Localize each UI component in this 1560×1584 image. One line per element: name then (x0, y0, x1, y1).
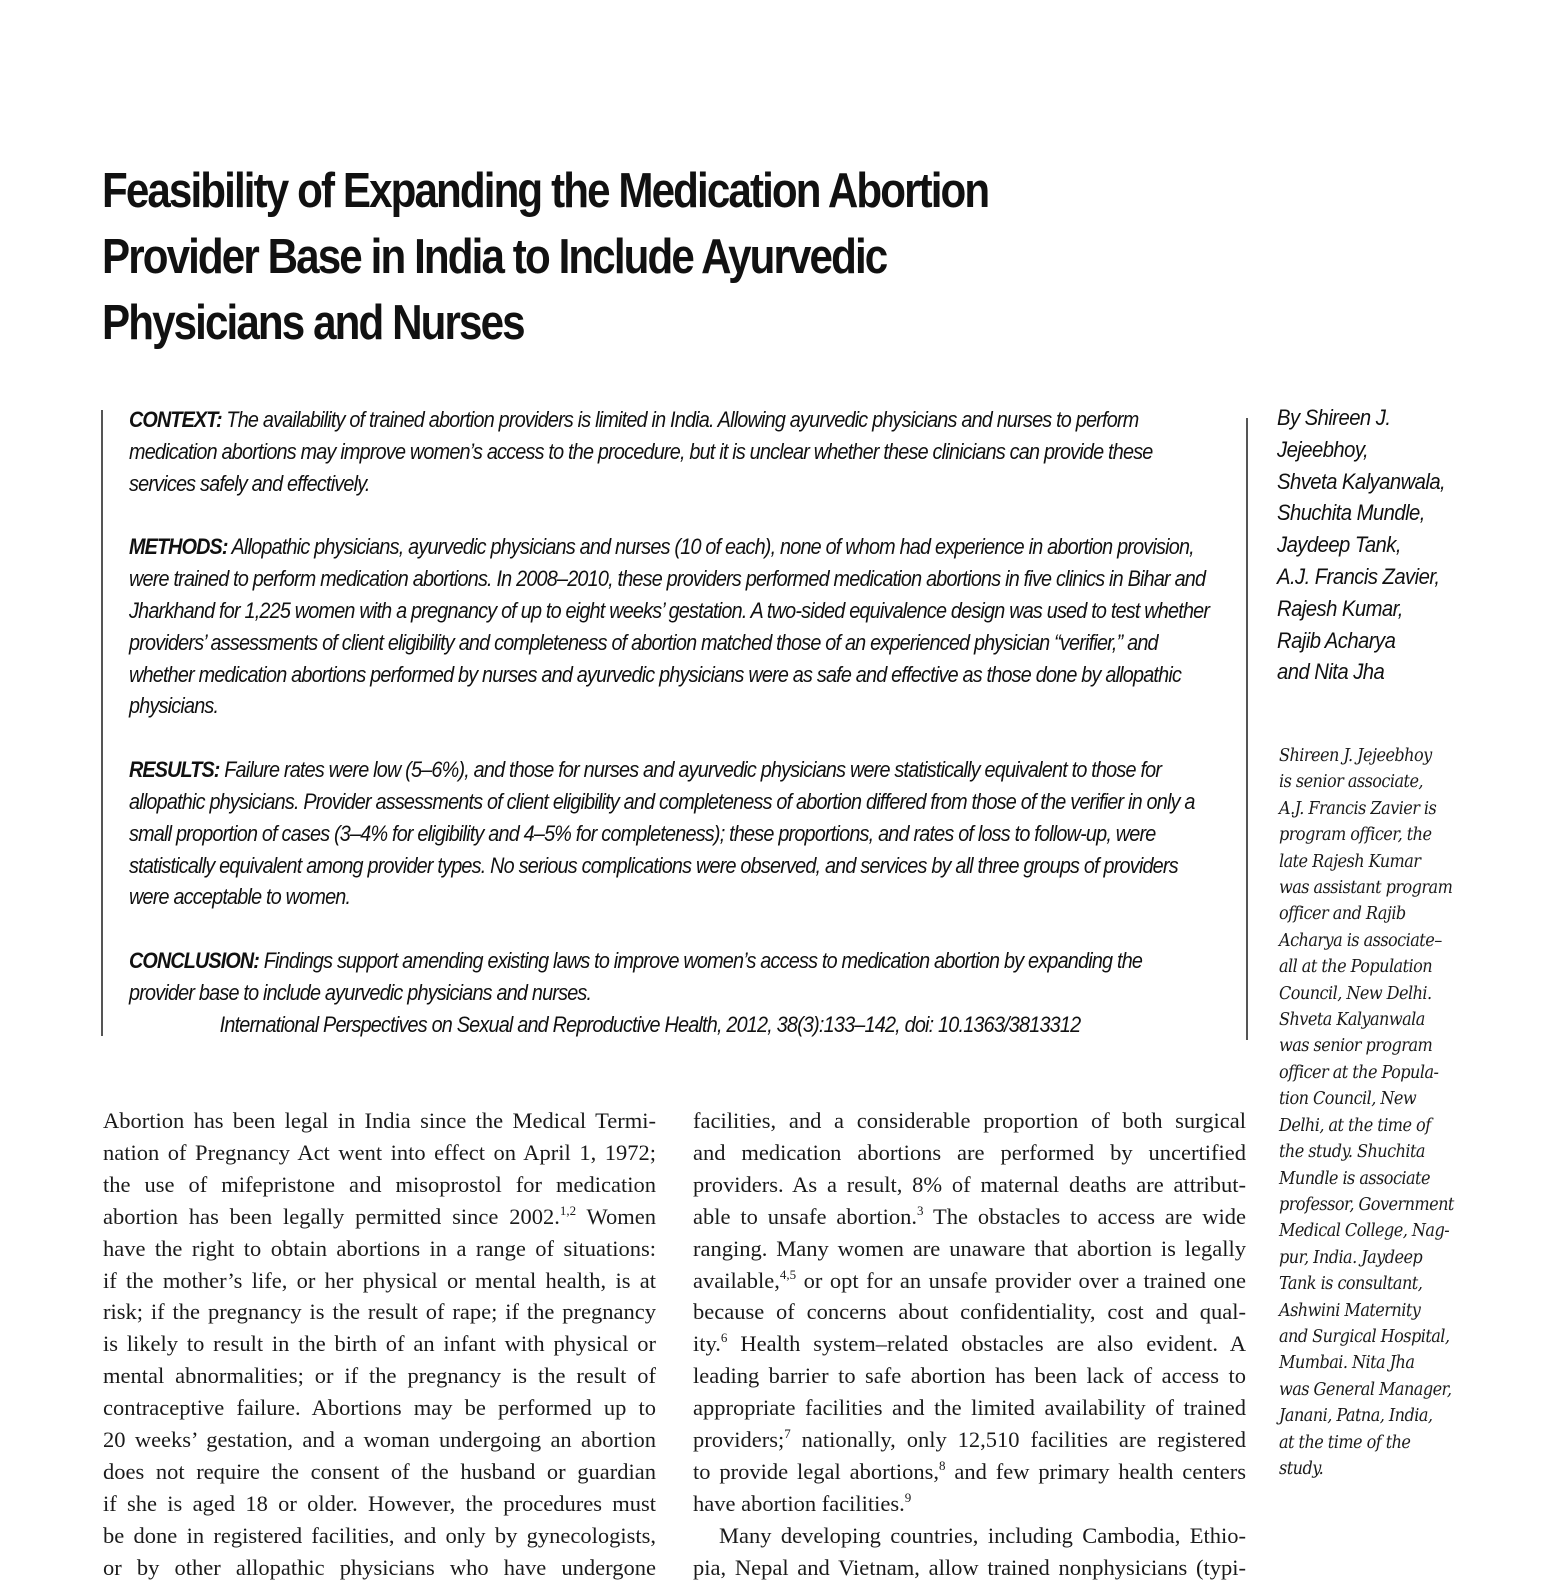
body-text-line: contraceptive failure. Abortions may be performed up to (103, 1395, 656, 1421)
affiliation-line: was General Manager, (1279, 1379, 1452, 1400)
title-line: Physicians and Nurses (102, 296, 524, 350)
body-text-line: available,$^{4,5}$ or opt for an unsafe provider over a trained one (693, 1266, 1246, 1293)
affiliation-line: Tank is consultant, (1279, 1274, 1423, 1295)
conclusion-text: Findings support amending existing laws to improve women’s access to medication abortion by expanding the provider base to include ayurvedic physicians and nurses. (129, 948, 1143, 1005)
affiliation-line: Mumbai. Nita Jha (1279, 1353, 1415, 1374)
reference-superscript: 7 (784, 1426, 791, 1442)
affiliation-line: Shireen J. Jejeebhoy (1279, 746, 1432, 766)
affiliation-line: all at the Population (1279, 957, 1433, 978)
abstract-results (129, 754, 1211, 913)
body-text-line: because of concerns about confidentiality, cost and qual- (693, 1299, 1246, 1325)
author-name-line: and Nita Jha (1277, 659, 1385, 685)
affiliation-line: tion Council, New (1279, 1089, 1417, 1110)
author-name-line: Shuchita Mundle, (1277, 500, 1425, 526)
affiliation-line: officer at the Popula- (1279, 1062, 1439, 1083)
abstract-divider-rule (101, 410, 103, 1036)
author-name-line: Jaydeep Tank, (1277, 532, 1401, 558)
body-text-line: providers. As a result, 8% of maternal deaths are attribut- (693, 1171, 1246, 1197)
affiliation-line: at the time of the (1279, 1432, 1411, 1453)
body-text-line: able to unsafe abortion.$^3$ The obstacles to access are wide (693, 1202, 1246, 1229)
author-name-line: Rajesh Kumar, (1277, 595, 1403, 621)
affiliation-line: officer and Rajib (1279, 904, 1406, 925)
body-text-line: mental abnormalities; or if the pregnancy is the result of (103, 1363, 656, 1389)
body-text-line: and medication abortions are performed by uncertified (693, 1139, 1246, 1165)
body-text-line: providers;$^7$ nationally, only 12,510 facilities are registered (693, 1426, 1246, 1453)
affiliation-line: Council, New Delhi. (1279, 983, 1432, 1004)
body-text-line: ity.$^6$ Health system–related obstacles are also evident. A (693, 1330, 1246, 1357)
author-name-line: Rajib Acharya (1277, 627, 1396, 653)
affiliation-line: and Surgical Hospital, (1279, 1326, 1450, 1347)
affiliation-line: late Rajesh Kumar (1279, 851, 1421, 872)
author-byline (1277, 402, 1520, 688)
affiliation-line: program officer, the (1279, 825, 1432, 846)
affiliation-line: Mundle is associate (1279, 1168, 1430, 1189)
body-text-line: be done in registered facilities, and only by gynecologists, (103, 1522, 656, 1548)
body-text-line: the use of mifepristone and misoprostol for medication (103, 1171, 656, 1197)
affiliation-line: was assistant program (1279, 878, 1453, 899)
journal-citation: International Perspectives on Sexual and Reproductive Health, 2012, 38(3):133–142, doi: 10.1363/3813312 (219, 1011, 1081, 1037)
body-text-line: if the mother’s life, or her physical or mental health, is at (103, 1267, 656, 1293)
affiliation-line: Janani, Patna, India, (1279, 1406, 1433, 1427)
reference-superscript: 1,2 (559, 1202, 577, 1218)
abstract-context (129, 404, 1211, 499)
affiliation-line: Shveta Kalyanwala (1279, 1010, 1425, 1031)
body-text-line: have the right to obtain abortions in a range of situations: (103, 1235, 656, 1261)
body-text-line: have abortion facilities.$^9$ (693, 1489, 912, 1516)
methods-text: Allopathic physicians, ayurvedic physicians and nurses (10 of each), none of whom had experience in abortion provision, were trained to perform medication abortions. In 2008–2010, these providers performed medication abortions in five clinics in Bihar and Jharkhand for 1,225 women with a pregnancy of up to eight weeks’ gestation. A two-sided equivalence design was used to test whether providers’ assessments of client eligibility and completeness of abortion matched those of an experienced physician “verifier,” and whether medication abortions performed by nurses and ayurvedic physicians were as safe and effective as those done by allopathic physicians. (129, 534, 1210, 719)
body-text-line: 20 weeks’ gestation, and a woman undergoing an abortion (103, 1427, 656, 1453)
affiliation-line: study. (1279, 1458, 1324, 1479)
affiliation-line: Acharya is associate– (1279, 930, 1442, 951)
title-line: Provider Base in India to Include Ayurvedic (102, 230, 887, 284)
title-line: Feasibility of Expanding the Medication Abortion (102, 164, 989, 218)
body-text-line: does not require the consent of the husband or guardian (103, 1458, 656, 1484)
affiliation-line: Medical College, Nag- (1279, 1221, 1450, 1242)
body-text-line: leading barrier to safe abortion has been lack of access to (693, 1363, 1246, 1389)
results-text: Failure rates were low (5–6%), and those for nurses and ayurvedic physicians were statistically equivalent to those for allopathic physicians. Provider assessments of client eligibility and completeness of abortion differed from those of the verifier in only a small proportion of cases (3–4% for eligibility and 4–5% for completeness); these proportions, and rates of loss to follow-up, were statistically equivalent among provider types. No serious complications were observed, and services by all three groups of providers were acceptable to women. (129, 757, 1195, 910)
body-text-line: Many developing countries, including Cambodia, Ethio- (719, 1522, 1246, 1548)
reference-superscript: 6 (720, 1330, 728, 1346)
abstract (129, 404, 1211, 1041)
affiliation-line: A.J. Francis Zavier is (1279, 798, 1437, 819)
context-label: CONTEXT: (129, 407, 222, 432)
abstract-methods (129, 531, 1211, 722)
author-name-line: Jejeebhoy, (1277, 436, 1369, 462)
body-text-line: Abortion has been legal in India since the Medical Termi- (103, 1108, 656, 1133)
body-column-left (103, 1105, 656, 1584)
affiliation-line: the study. Shuchita (1279, 1142, 1425, 1163)
context-text: The availability of trained abortion providers is limited in India. Allowing ayurvedic physicians and nurses to perform medication abortions may improve women’s access to the procedure, but it is unclear whether these clinicians can provide these services safely and effectively. (129, 407, 1153, 496)
affiliation-line: Delhi, at the time of (1279, 1115, 1431, 1136)
body-text-line: ranging. Many women are unaware that abortion is legally (693, 1235, 1246, 1261)
affiliation-line: pur, India. Jaydeep (1279, 1247, 1423, 1268)
body-text-line: is likely to result in the birth of an infant with physical or (103, 1331, 656, 1357)
body-text-line: if she is aged 18 or older. However, the procedures must (103, 1490, 656, 1516)
affiliation-line: was senior program (1279, 1036, 1433, 1057)
affiliation-line: is senior associate, (1279, 772, 1424, 793)
reference-superscript: 4,5 (779, 1266, 797, 1282)
body-text-line: appropriate facilities and the limited availability of trained (693, 1395, 1246, 1421)
author-affiliations (1279, 743, 1463, 1482)
results-label: RESULTS: (129, 757, 220, 783)
conclusion-label: CONCLUSION: (129, 948, 260, 974)
article-title (102, 158, 1168, 356)
body-column-right (693, 1105, 1246, 1584)
author-name-line: A.J. Francis Zavier, (1277, 563, 1440, 589)
reference-superscript: 9 (904, 1489, 912, 1505)
body-text-line: or by other allopathic physicians who have undergone (103, 1554, 656, 1580)
byline-divider-rule (1246, 418, 1248, 1040)
abstract-conclusion (129, 945, 1211, 1009)
body-text-line: abortion has been legally permitted since 2002.$^{1,2}$ Women (103, 1202, 656, 1229)
body-text-line: risk; if the pregnancy is the result of rape; if the pregnancy (103, 1299, 656, 1325)
reference-superscript: 3 (916, 1202, 924, 1218)
body-text-line: facilities, and a considerable proportion of both surgical (693, 1108, 1246, 1133)
author-name-line: By Shireen J. (1277, 405, 1391, 430)
author-name-line: Shveta Kalyanwala, (1277, 468, 1446, 494)
affiliation-line: professor, Government (1279, 1194, 1454, 1215)
body-text-line: to provide legal abortions,$^8$ and few primary health centers (693, 1457, 1246, 1484)
reference-superscript: 8 (938, 1457, 946, 1473)
body-text-line: pia, Nepal and Vietnam, allow trained nonphysicians (typi- (693, 1554, 1246, 1580)
affiliation-line: Ashwini Maternity (1279, 1300, 1421, 1321)
methods-label: METHODS: (129, 534, 228, 560)
body-text-line: nation of Pregnancy Act went into effect on April 1, 1972; (103, 1139, 656, 1165)
